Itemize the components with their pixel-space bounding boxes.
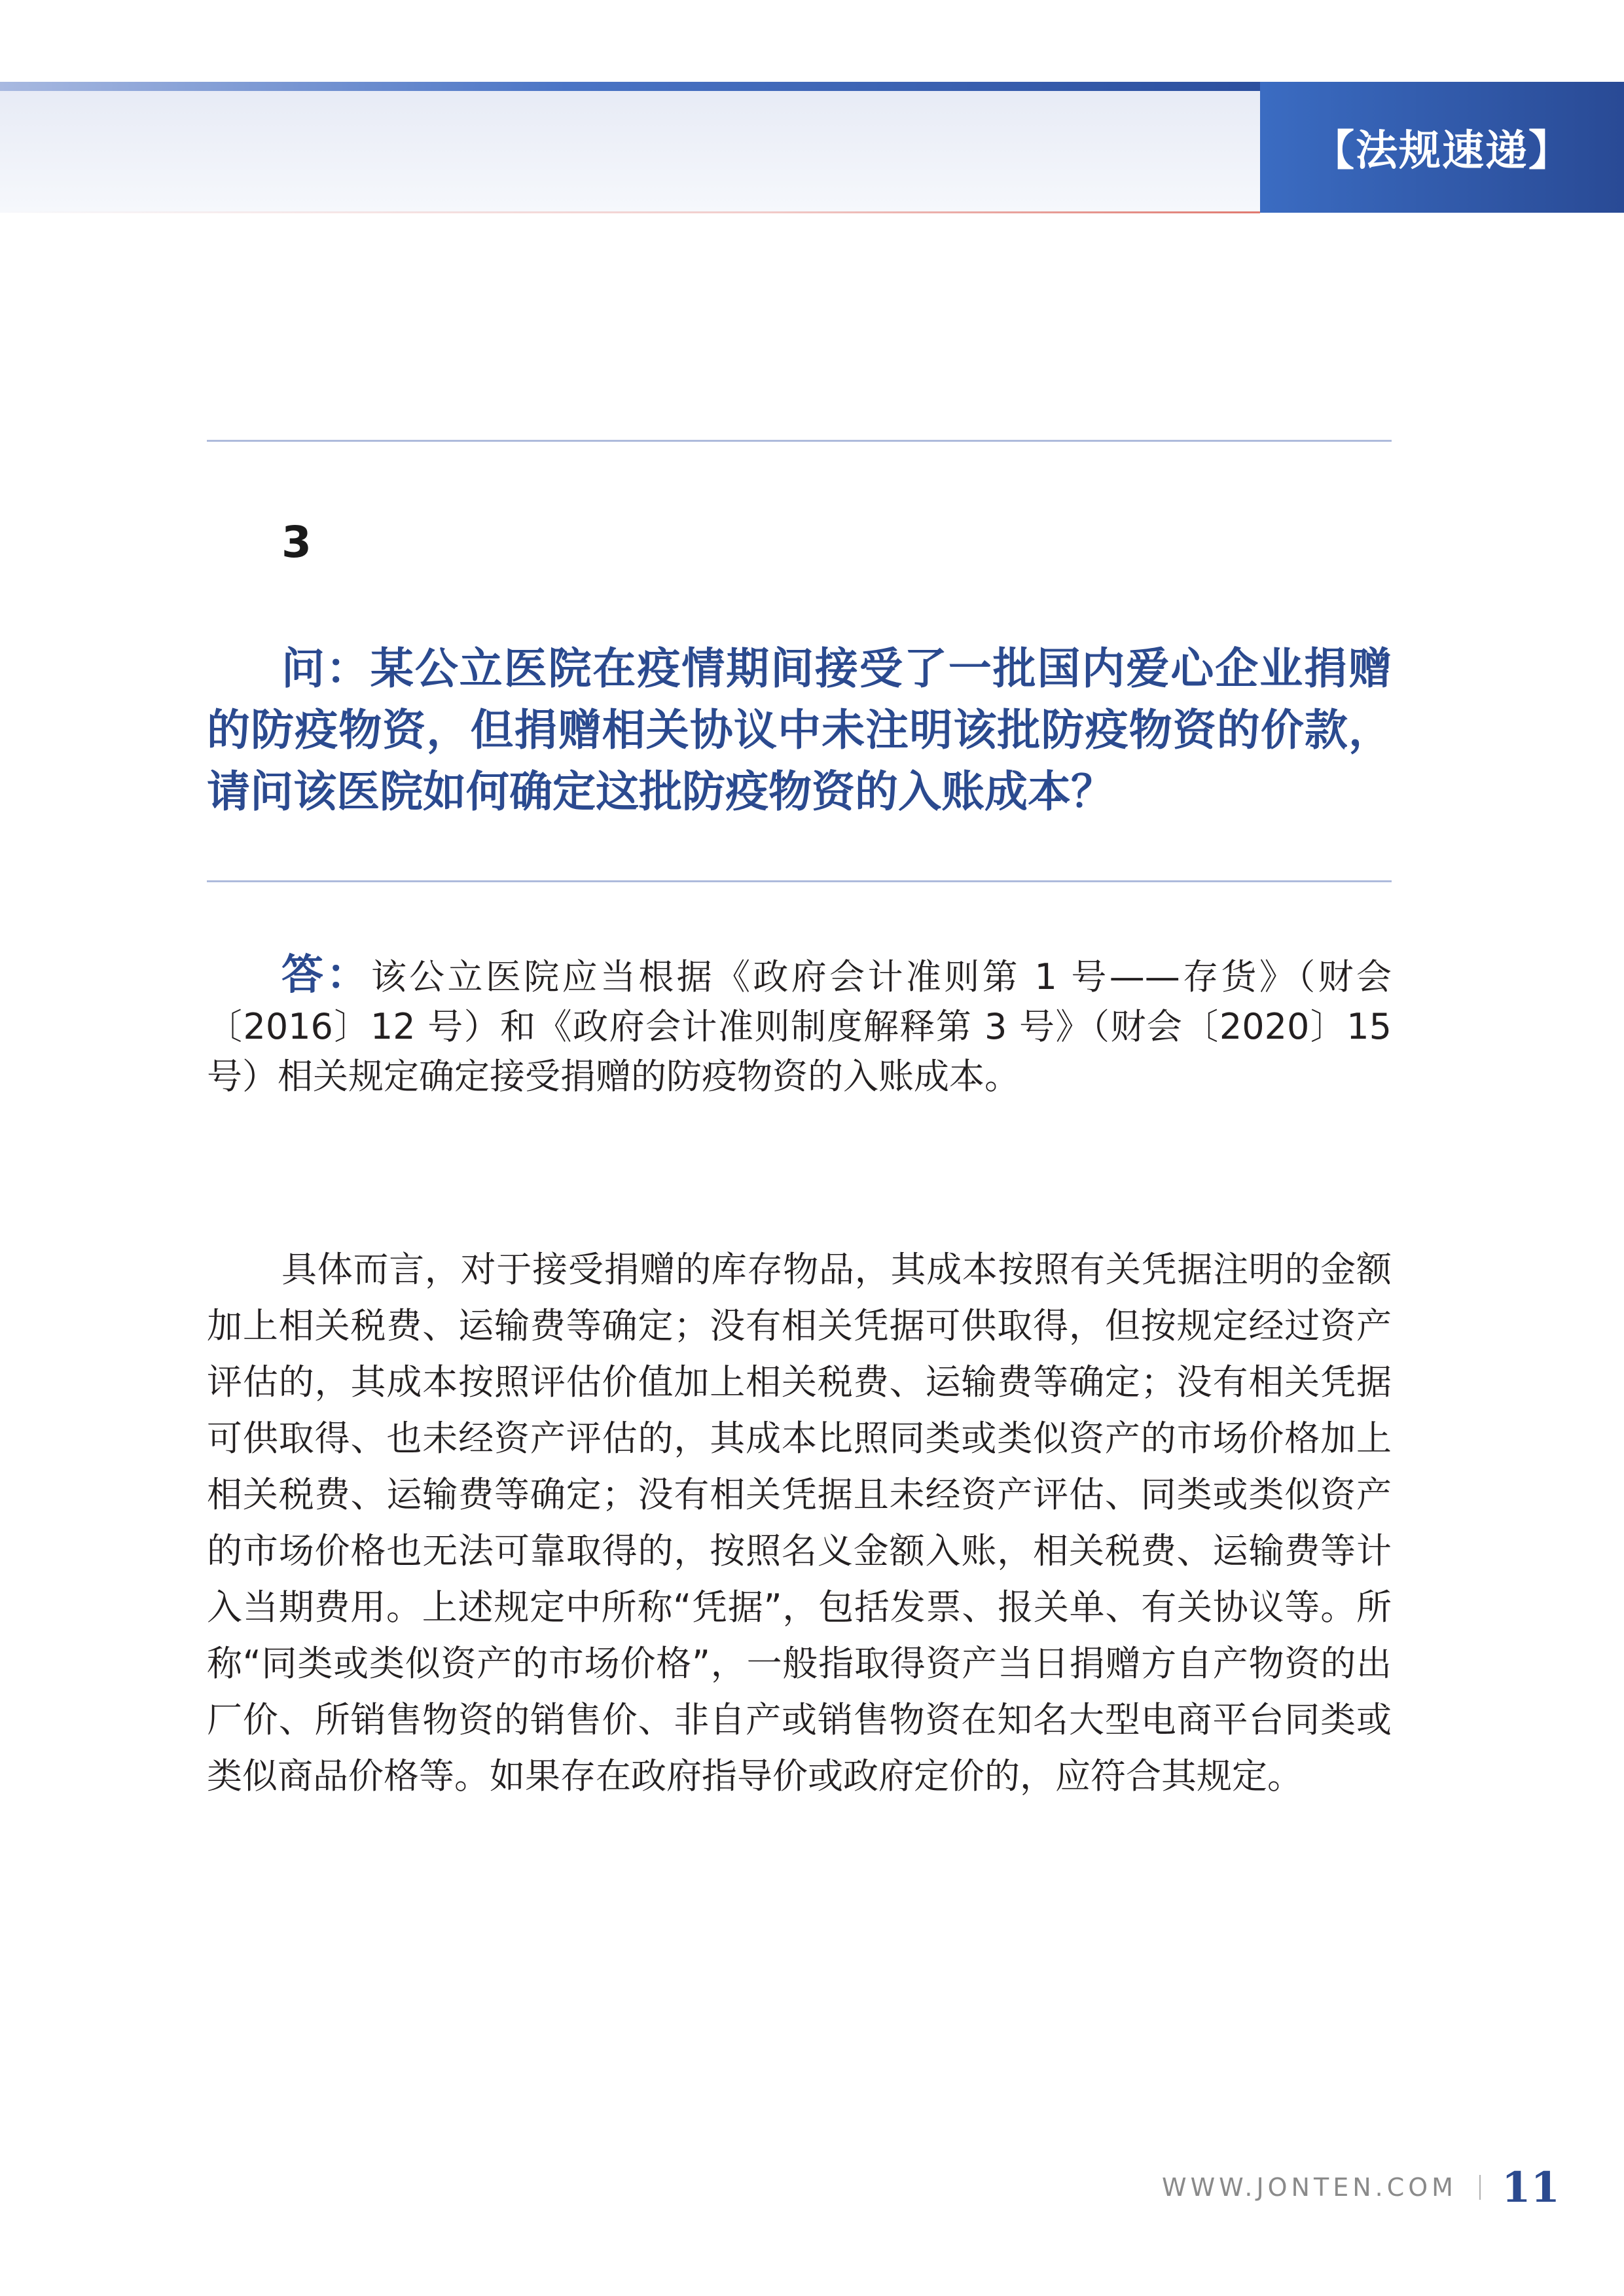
page-footer [1162,2161,1560,2214]
question-number: 3 [281,517,312,567]
question-bottom-divider [207,880,1392,882]
detail-paragraph: 具体而言，对于接受捐赠的库存物品，其成本按照有关凭据注明的金额加上相关税费、运输费等确定；没有相关凭据可供取得，但按规定经过资产评估的，其成本按照评估价值加上相关税费、运输费等确定；没有相关凭据可供取得、也未经资产评估的，其成本比照同类或类似资产的市场价格加上相关税费、运输费等确定；没有相关凭据且未经资产评估、同类或类似资产的市场价格也无法可靠取得的，按照名义金额入账，相关税费、运输费等计入当期费用。上述规定中所称“凭据”，包括发票、报关单、有关协议等。所称“同类或类似资产的市场价格”，一般指取得资产当日捐赠方自产物资的出厂价、所销售物资的销售价、非自产或销售物资在知名大型电商平台同类或类似商品价格等。如果存在政府指导价或政府定价的，应符合其规定。 [207,1249,1392,1797]
header-band [0,82,1260,213]
question-top-divider [207,440,1392,442]
page-number: 11 [1501,2162,1560,2212]
header-bottom-rule [0,211,1260,213]
section-label: 【法规速递】 [1312,127,1572,175]
answer-paragraph [207,950,1392,1102]
footer-divider [1479,2175,1481,2200]
header-accent-line [0,82,1260,91]
section-label-tab [1260,82,1624,213]
question-text: 问：某公立医院在疫情期间接受了一批国内爱心企业捐赠的防疫物资，但捐赠相关协议中未注明该批防疫物资的价款，请问该医院如何确定这批防疫物资的入账成本？ [207,643,1392,817]
answer-label: 答： [281,951,371,999]
footer-website: WWW.JONTEN.COM [1162,2173,1457,2202]
answer-text: 该公立医院应当根据《政府会计准则第 1 号——存货》（财会〔2016〕12 号）和《政府会计准则制度解释第 3 号》（财会〔2020〕15 号）相关规定确定接受捐赠的防疫物资的入账成本。 [207,956,1392,1097]
